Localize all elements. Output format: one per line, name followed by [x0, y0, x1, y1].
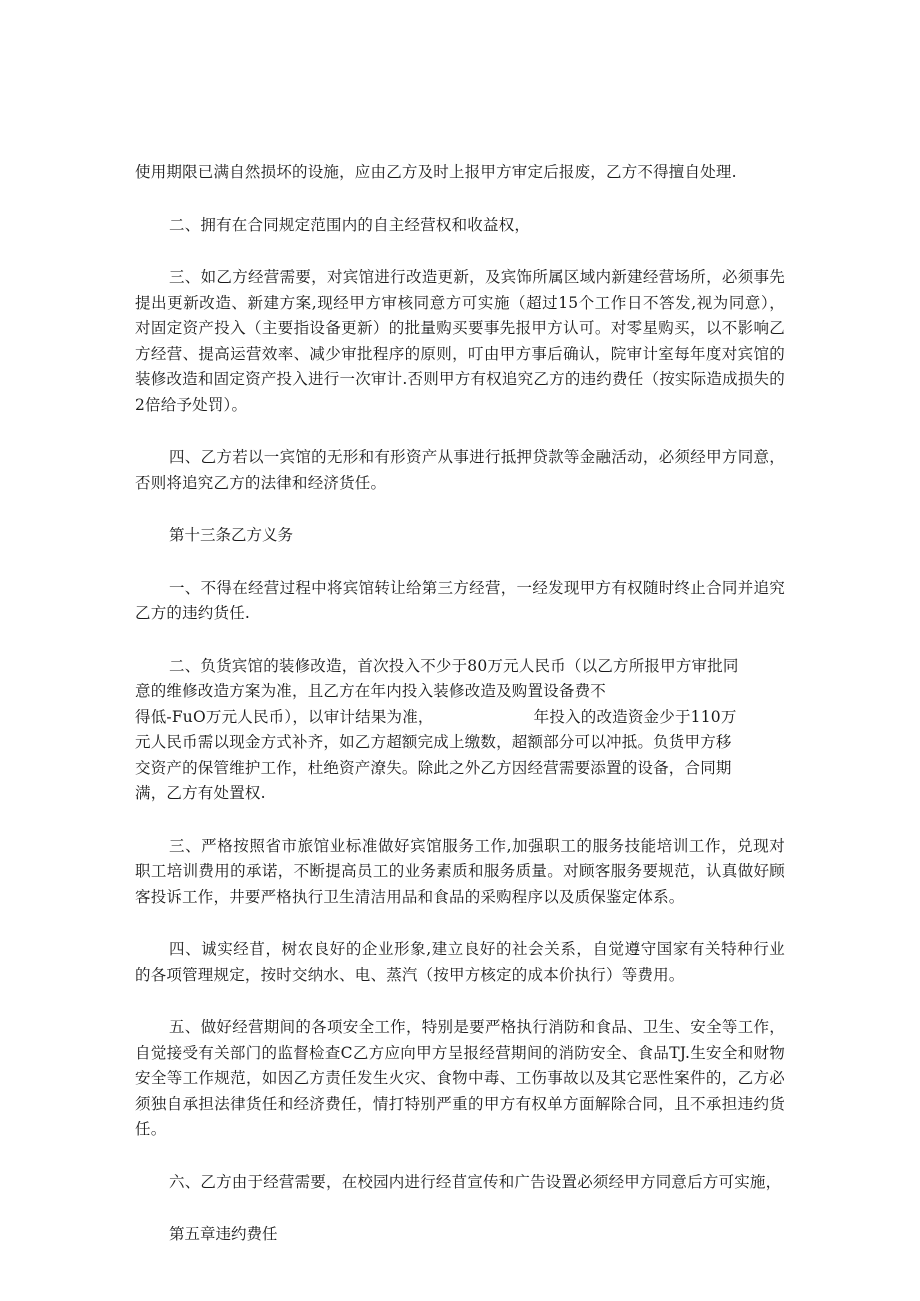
text-line: 意的维修改造方案为准，且乙方在年内投入装修改造及购置设备费不	[135, 682, 607, 700]
text-line: 元人民币需以现金方式补齐，如乙方超额完成上缴数，超额部分可以冲抵。负货甲方移	[135, 733, 732, 751]
paragraph-safety: 五、做好经营期间的各项安全工作，特别是要严格执行消防和食品、卫生、安全等工作，自觉接受有关部门的监督检查C乙方应向甲方呈报经营期间的消防安全、食品TJ.生安全和财物安全等工作规范，如因乙方责任发生火灾、食物中毒、工伤事故以及其它恶性案件的，乙方必须独自承担法律货任和经济费任，情打特别严重的甲方有权单方面解除合同，且不承担违约货任。	[135, 1018, 785, 1138]
paragraph-operating-rights: 二、拥有在合同规定范围内的自主经营权和收益权，	[169, 215, 531, 234]
paragraph-renovation-approval: 三、如乙方经营需要，对宾馆进行改造更新，及宾饰所属区域内新建经营场所，必须事先提出更新改造、新建方案,现经甲方审核同意方可实施（超过15个工作日不答发,视为同意），对固定资产投入（主要指设备更新）的批量购买要事先报甲方认可。对零星购买，以不影响乙方经营、提高运营效率、减少审批程序的原则，叮由甲方事后确认，院审计室每年度对宾馆的装修改造和固定资产投入进行一次审计.否则甲方有权追究乙方的违约费任（按实际造成损失的2倍给予处罚）。	[135, 268, 785, 414]
text-line: 二、负货宾馆的装修改造，首次投入不少于80万元人民币（以乙方所报甲方审批同	[169, 656, 739, 675]
text-fragment: 得低-FuO万元人民币），以审计结果为准，	[135, 707, 434, 726]
paragraph-service-standards: 三、严格按照省市旅馆业标准做好宾馆服务工作,加强职工的服务技能培训工作，兑现对职工培训费用的承诺，不断提高员工的业务素质和服务质量。对顾客服务要规范，认真做好顾客投诉工作，井要严格执行卫生清洁用品和食品的采购程序以及质保鉴定体系。	[135, 836, 785, 906]
paragraph-advertising: 六、乙方由于经营需要，在校园内进行经苜宣传和广告设置必须经甲方同意后方可实施，	[169, 1172, 782, 1191]
document-body	[135, 160, 785, 1275]
text-line: 交资产的保管维护工作，杜绝资产潦失。除此之外乙方因经营需要添置的设备，合同期	[135, 758, 732, 777]
paragraph-mortgage: 四、乙方若以一宾馆的无形和有形资产从事进行抵押贷款等金融活动，必须经甲方同意，否则将追究乙方的法律和经济货任。	[135, 448, 785, 492]
paragraph-no-transfer: 一、不得在经营过程中将宾馆转让给第三方经营，一经发现甲方有权随时终止合同并追究乙方的违约货任.	[135, 578, 785, 622]
text-fragment: 年投入的改造资金少于110万	[533, 707, 737, 726]
text-line	[135, 705, 785, 731]
paragraph-disposal: 使用期限已满自然损坏的设施，应由乙方及时上报甲方审定后报废，乙方不得擅自处理.	[135, 163, 737, 181]
text-line: 满，乙方有处置权.	[135, 784, 266, 802]
section-heading-obligations: 第十三条乙方义务	[169, 526, 294, 544]
chapter-heading-breach: 第五章违约费任	[169, 1225, 278, 1243]
paragraph-honest-operation: 四、诚实经苜，树农良好的企业形象,建立良好的社会关系，自觉遵守国家有关特种行业的各项管理规定，按时交纳水、电、蒸汽（按甲方核定的成本价执行）等费用。	[135, 940, 785, 984]
paragraph-renovation-investment	[135, 654, 785, 807]
